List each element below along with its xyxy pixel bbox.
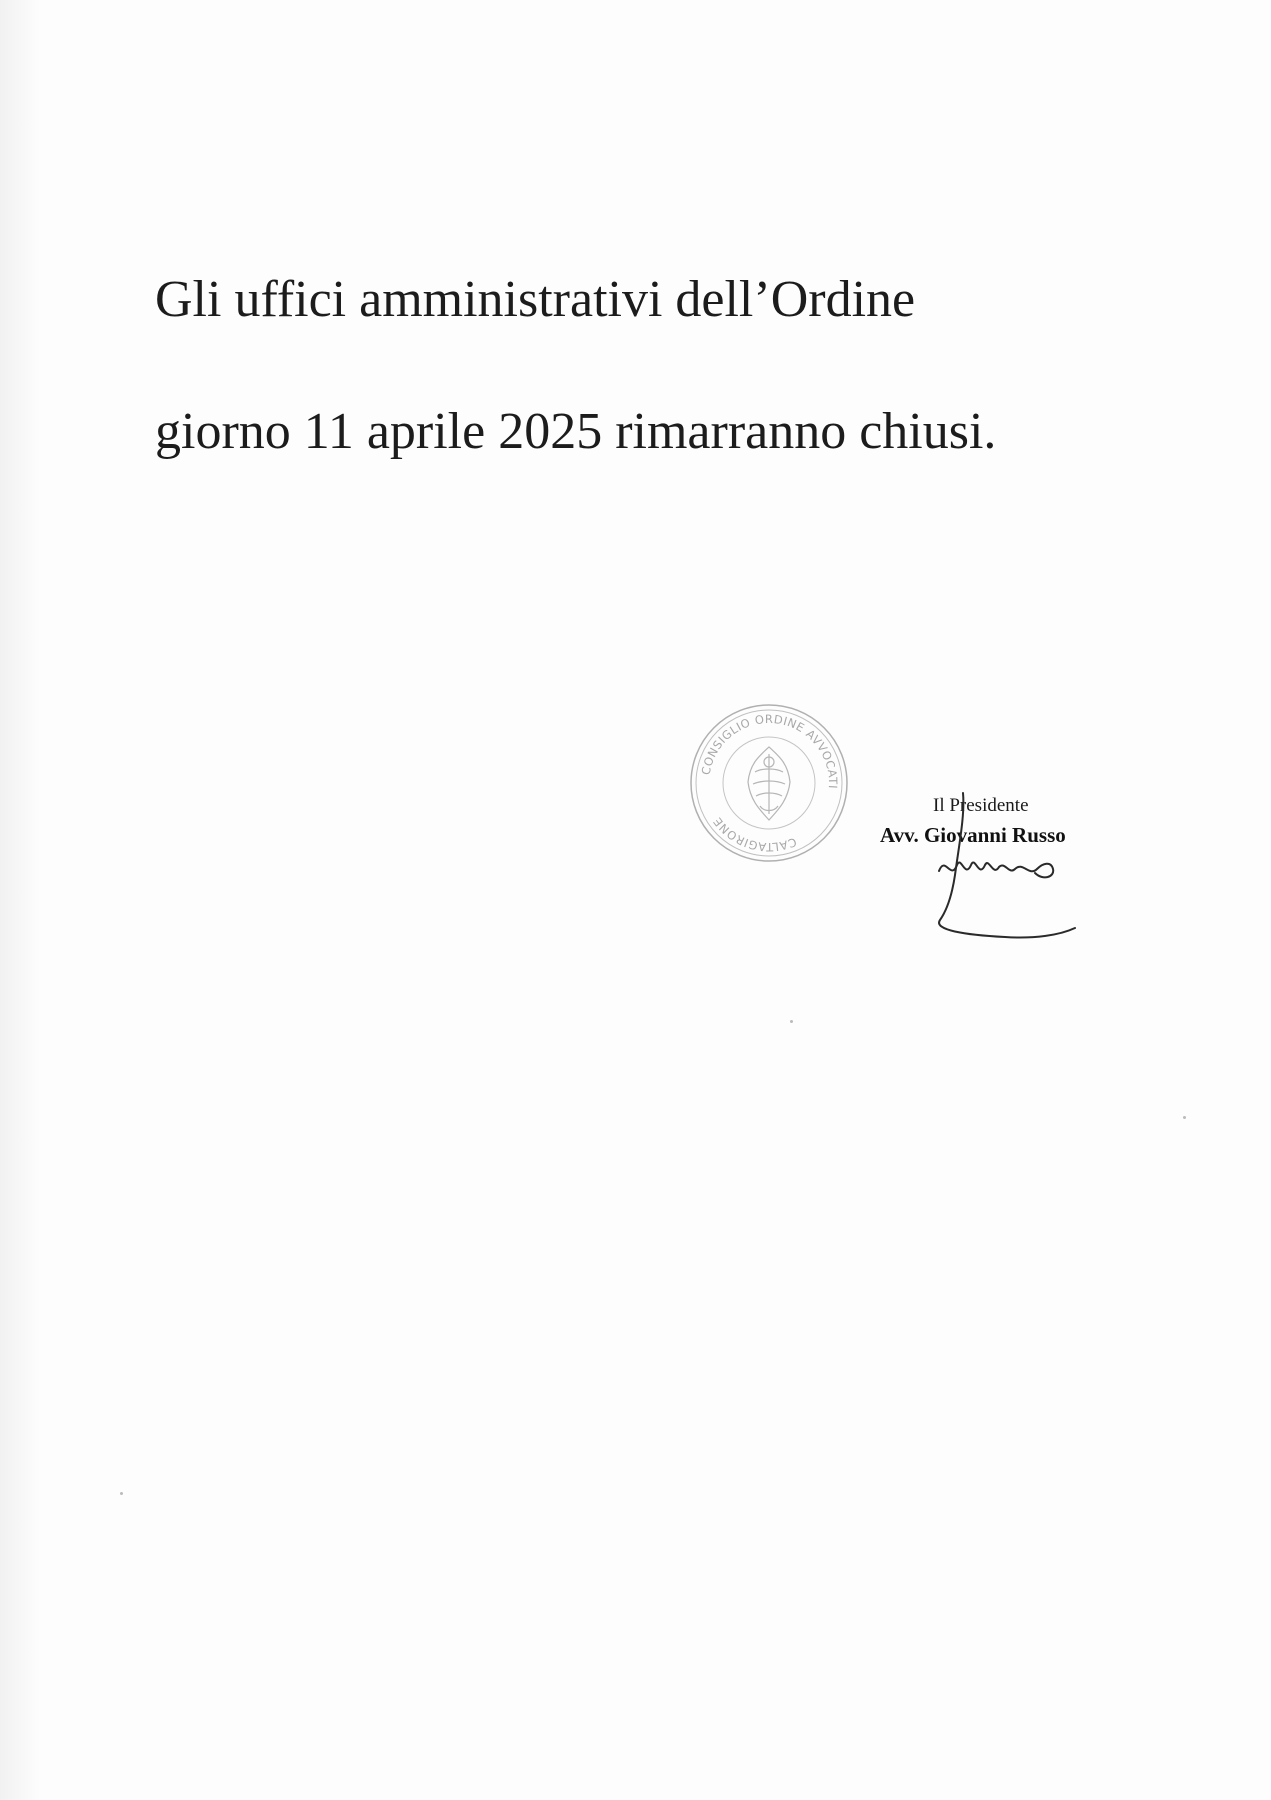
scan-speck bbox=[1183, 1116, 1186, 1119]
notice-line-2: giorno 11 aprile 2025 rimarranno chiusi. bbox=[155, 403, 997, 460]
signatory-role: Il Presidente bbox=[933, 795, 1029, 816]
scan-speck bbox=[120, 1492, 123, 1495]
scan-edge-shadow bbox=[0, 0, 40, 1800]
notice-text bbox=[155, 270, 1155, 462]
bar-council-seal-stamp bbox=[688, 702, 850, 864]
signatory-name: Avv. Giovanni Russo bbox=[880, 823, 1066, 847]
scan-speck bbox=[790, 1020, 793, 1023]
seal-text-top: CALTAGIRONE bbox=[710, 814, 799, 855]
seal-emblem-icon bbox=[748, 747, 790, 820]
svg-text:CALTAGIRONE bbox=[710, 814, 798, 854]
handwritten-signature bbox=[925, 785, 1100, 960]
seal-text-bottom: CONSIGLIO ORDINE AVVOCATI bbox=[698, 711, 841, 790]
notice-line-1: Gli uffici amministrativi dell’Ordine bbox=[155, 271, 916, 328]
